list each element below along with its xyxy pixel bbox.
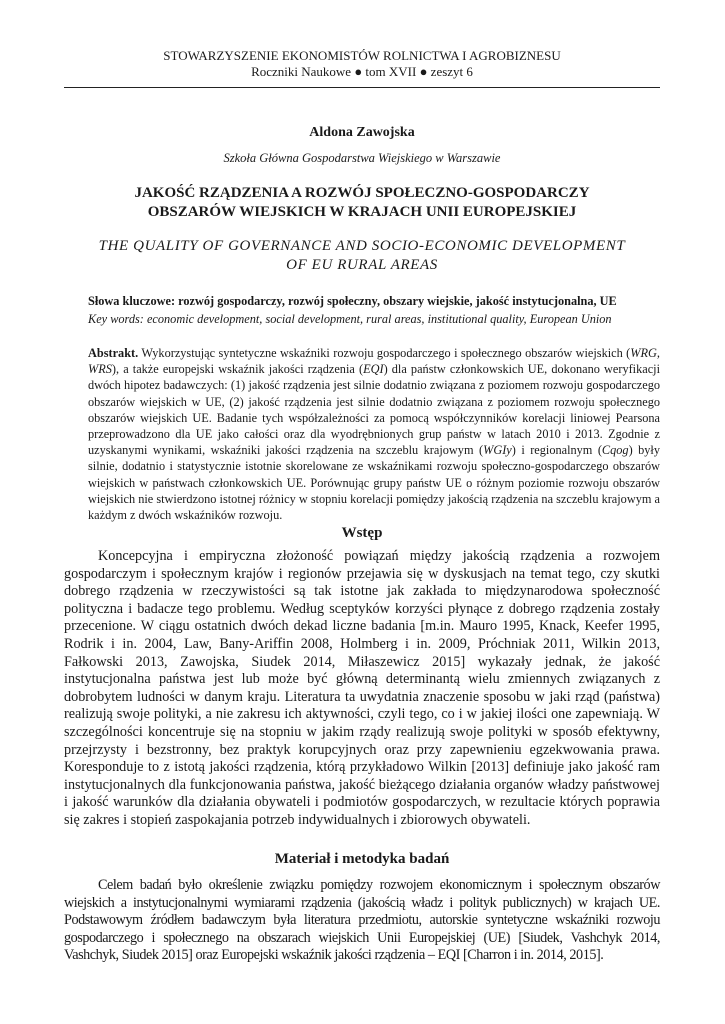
abstract [88, 345, 660, 523]
section-heading-intro: Wstęp [341, 525, 383, 541]
author-name: Aldona Zawojska [309, 125, 415, 140]
journal-header [64, 48, 660, 80]
abstract-wgi: WGIy [483, 443, 512, 458]
abstract-label: Abstrakt. [88, 346, 139, 360]
abstract-wrg-wrs: WRG, WRS [88, 346, 660, 377]
section-methods-body [64, 877, 660, 965]
title-polish [64, 184, 660, 222]
keywords-block [88, 292, 660, 328]
methods-paragraph [64, 877, 660, 965]
abstract-text-5: ) były silnie, dodatnio i statystycznie istotnie skorelowane ze wskaźnikami rozwoju społeczno-gospodarczego obszarów wiejskich w państwach członkowskich UE. Porównując grupy państw UE o różnym poziomie rozwoju obszarów wiejskich nie stwierdzono istotnej różnicy w stopniu korelacji pomiędzy jakością rządzenia na szczeblu krajowym a każdym z dwóch wskaźników rozwoju. [88, 443, 660, 523]
section-heading-methods: Materiał i metodyka badań [274, 851, 450, 867]
abstract-text-1: Wykorzystując syntetyczne wskaźniki rozwoju gospodarczego i społecznego obszarów wiejskich ( [141, 346, 631, 360]
title-english-line-2: OF EU RURAL AREAS [286, 257, 438, 273]
abstract-text-2: ), a także europejski wskaźnik jakości rządzenia ( [111, 362, 364, 377]
title-polish-line-2: OBSZARÓW WIEJSKICH W KRAJACH UNII EUROPEJSKIEJ [147, 204, 577, 220]
association-name: STOWARZYSZENIE EKONOMISTÓW ROLNICTWA I AGROBIZNESU [163, 48, 561, 63]
abstract-cqog: Cqog [601, 443, 629, 458]
abstract-text-3: ) dla państw członkowskich UE, dokonano weryfikacji dwóch hipotez badawczych: (1) jakość rządzenia jest silnie dodatnio związana z poziomem rozwoju gospodarczego obszarów wiejskich w UE, (2) jakość rządzenia jest silnie dodatnio związana z poziomem rozwoju społecznego obszarów wiejskich UE. Badanie tych współzależności za pomocą współczynników korelacji liniowej Pearsona przeprowadzono dla UE jako całości oraz dla wyodrębnionych grup państw w latach 2010 i 2013. Zgodnie z uzyskanymi wynikami, wskaźniki jakości rządzenia na szczeblu krajowym ( [88, 362, 660, 458]
keywords-english: Key words: economic development, social development, rural areas, institutional quality, European Union [88, 312, 612, 326]
intro-paragraph-text: Koncepcyjna i empiryczna złożoność powiązań między jakością rządzenia a rozwojem gospodarczym i społecznym krajów i regionów przejawia się w dyskusjach na temat tego, czy skutki dobrego rządzenia w rzeczywistości są tak istotne jak zakłada to międzynarodowa społeczność polityczna i badacze tego problemu. Według sceptyków korzyści płynące z dobrego rządzenia zostały przecenione. W ciągu ostatnich dwóch dekad liczne badania [m.in. Mauro 1995, Knack, Keefer 1995, Rodrik i in. 2004, Law, Bany-Ariffin 2008, Holmberg i in. 2009, Próchniak 2011, Wilkin 2013, Fałkowski 2013, Zawojska, Siudek 2014, Miłaszewicz 2015] wykazały jednak, że jakość instytucjonalna państwa jest lub może być główną determinantą wielu zmiennych związanych z dobrobytem ludności w danym kraju. Literatura ta uwydatnia znaczenie sposobu w jaki rząd (państwa) realizują swoje polityki, a nie zakresu ich aktywności, czyli tego, co i w jakiej ilości one zapewniają. W szczególności koncentruje się na stopniu w jakim rządy realizują swoje polityki w sposób efektywny, przejrzysty i bezstronny, bez praktyk korupcyjnych oraz przy zapewnieniu egzekwowania prawa. Koresponduje to z istotą jakości rządzenia, którą przykładowo Wilkin [2013] definiuje jako jakość ram instytucjonalnych dla funkcjonowania państwa, jakość bieżącego działania organów władzy państwowej i jakość warunków dla działania obywateli i podmiotów gospodarczych, w rezultacie których poprawia się zakres i stopień zaspokajania potrzeb indywidualnych i zbiorowych obywateli. [64, 548, 660, 828]
keywords-polish: Słowa kluczowe: rozwój gospodarczy, rozwój społeczny, obszary wiejskie, jakość instytucjonalna, UE [88, 294, 617, 308]
intro-paragraph [64, 548, 660, 830]
section-intro-body [64, 548, 660, 830]
title-polish-line-1: JAKOŚĆ RZĄDZENIA A ROZWÓJ SPOŁECZNO-GOSPODARCZY [134, 185, 590, 201]
journal-issue: Roczniki Naukowe ● tom XVII ● zeszyt 6 [251, 64, 473, 79]
title-english-line-1: THE QUALITY OF GOVERNANCE AND SOCIO-ECONOMIC DEVELOPMENT [98, 238, 626, 254]
header-divider [64, 87, 660, 88]
methods-paragraph-text: Celem badań było określenie związku pomiędzy rozwojem ekonomicznym i społecznym obszarów wiejskich a instytucjonalnymi wymiarami rządzenia (jakością władz i polityk publicznych) w krajach UE. Podstawowym źródłem badawczym była literatura przedmiotu, autorskie syntetyczne wskaźniki rozwoju gospodarczego i społecznego na obszarach wiejskich Unii Europejskiej (UE) [Siudek, Vashchyk 2014, Vashchyk, Siudek 2015] oraz Europejski wskaźnik jakości rządzenia – EQI [Charron i in. 2014, 2015]. [64, 877, 660, 964]
abstract-eqi: EQI [363, 362, 384, 377]
title-english [64, 237, 660, 275]
abstract-text-4: ) i regionalnym ( [511, 443, 602, 458]
author-affiliation: Szkoła Główna Gospodarstwa Wiejskiego w Warszawie [223, 151, 501, 165]
